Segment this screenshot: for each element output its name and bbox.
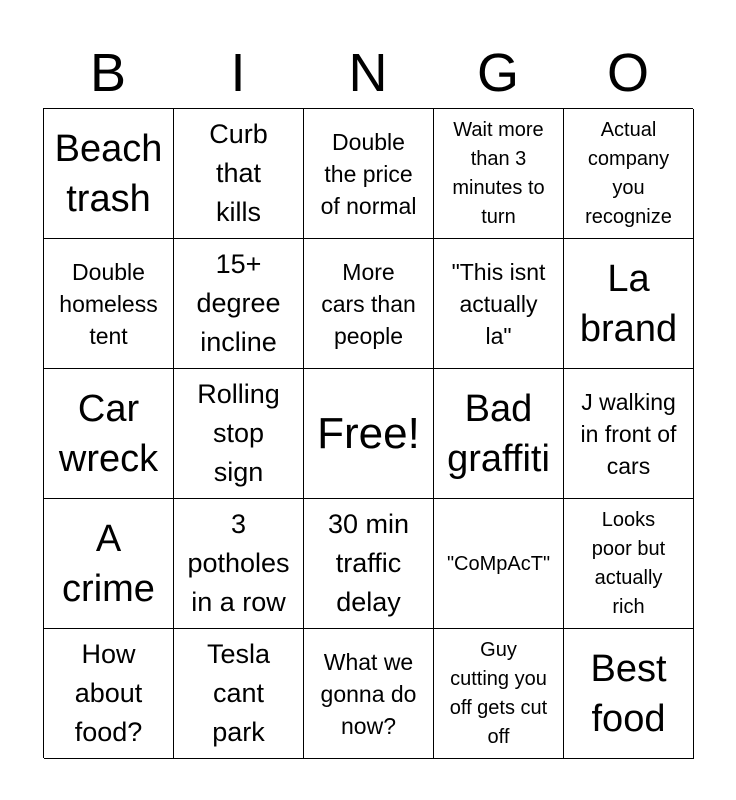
bingo-cell[interactable]: What we gonna do now? — [304, 629, 434, 759]
bingo-cell[interactable]: Double homeless tent — [44, 239, 174, 369]
bingo-cell[interactable]: Curb that kills — [174, 109, 304, 239]
bingo-cell[interactable]: Double the price of normal — [304, 109, 434, 239]
bingo-cell[interactable]: Tesla cant park — [174, 629, 304, 759]
bingo-cell[interactable]: Bad graffiti — [434, 369, 564, 499]
bingo-cell[interactable]: J walking in front of cars — [564, 369, 694, 499]
bingo-cell[interactable]: 30 min traffic delay — [304, 499, 434, 629]
bingo-cell[interactable]: La brand — [564, 239, 694, 369]
header-letter-i: I — [230, 43, 246, 103]
bingo-cell[interactable]: "CoMpAcT" — [434, 499, 564, 629]
bingo-cell[interactable]: More cars than people — [304, 239, 434, 369]
bingo-cell[interactable]: Actual company you recognize — [564, 109, 694, 239]
header-letter-n: N — [348, 43, 388, 103]
bingo-cell[interactable]: Beach trash — [44, 109, 174, 239]
free-space-cell[interactable]: Free! — [304, 369, 434, 499]
bingo-cell[interactable]: Car wreck — [44, 369, 174, 499]
bingo-cell[interactable]: 3 potholes in a row — [174, 499, 304, 629]
bingo-cell[interactable]: 15+ degree incline — [174, 239, 304, 369]
bingo-header — [43, 38, 693, 108]
bingo-cell[interactable]: "This isnt actually la" — [434, 239, 564, 369]
bingo-cell[interactable]: Best food — [564, 629, 694, 759]
header-letter-g: G — [476, 43, 519, 103]
bingo-cell[interactable]: A crime — [44, 499, 174, 629]
bingo-cell[interactable]: Wait more than 3 minutes to turn — [434, 109, 564, 239]
bingo-cell[interactable]: How about food? — [44, 629, 174, 759]
bingo-cell[interactable]: Guy cutting you off gets cut off — [434, 629, 564, 759]
bingo-cell[interactable]: Rolling stop sign — [174, 369, 304, 499]
bingo-cell[interactable]: Looks poor but actually rich — [564, 499, 694, 629]
bingo-grid — [43, 108, 693, 758]
header-letter-b: B — [89, 43, 127, 103]
header-letter-o: O — [606, 43, 649, 103]
